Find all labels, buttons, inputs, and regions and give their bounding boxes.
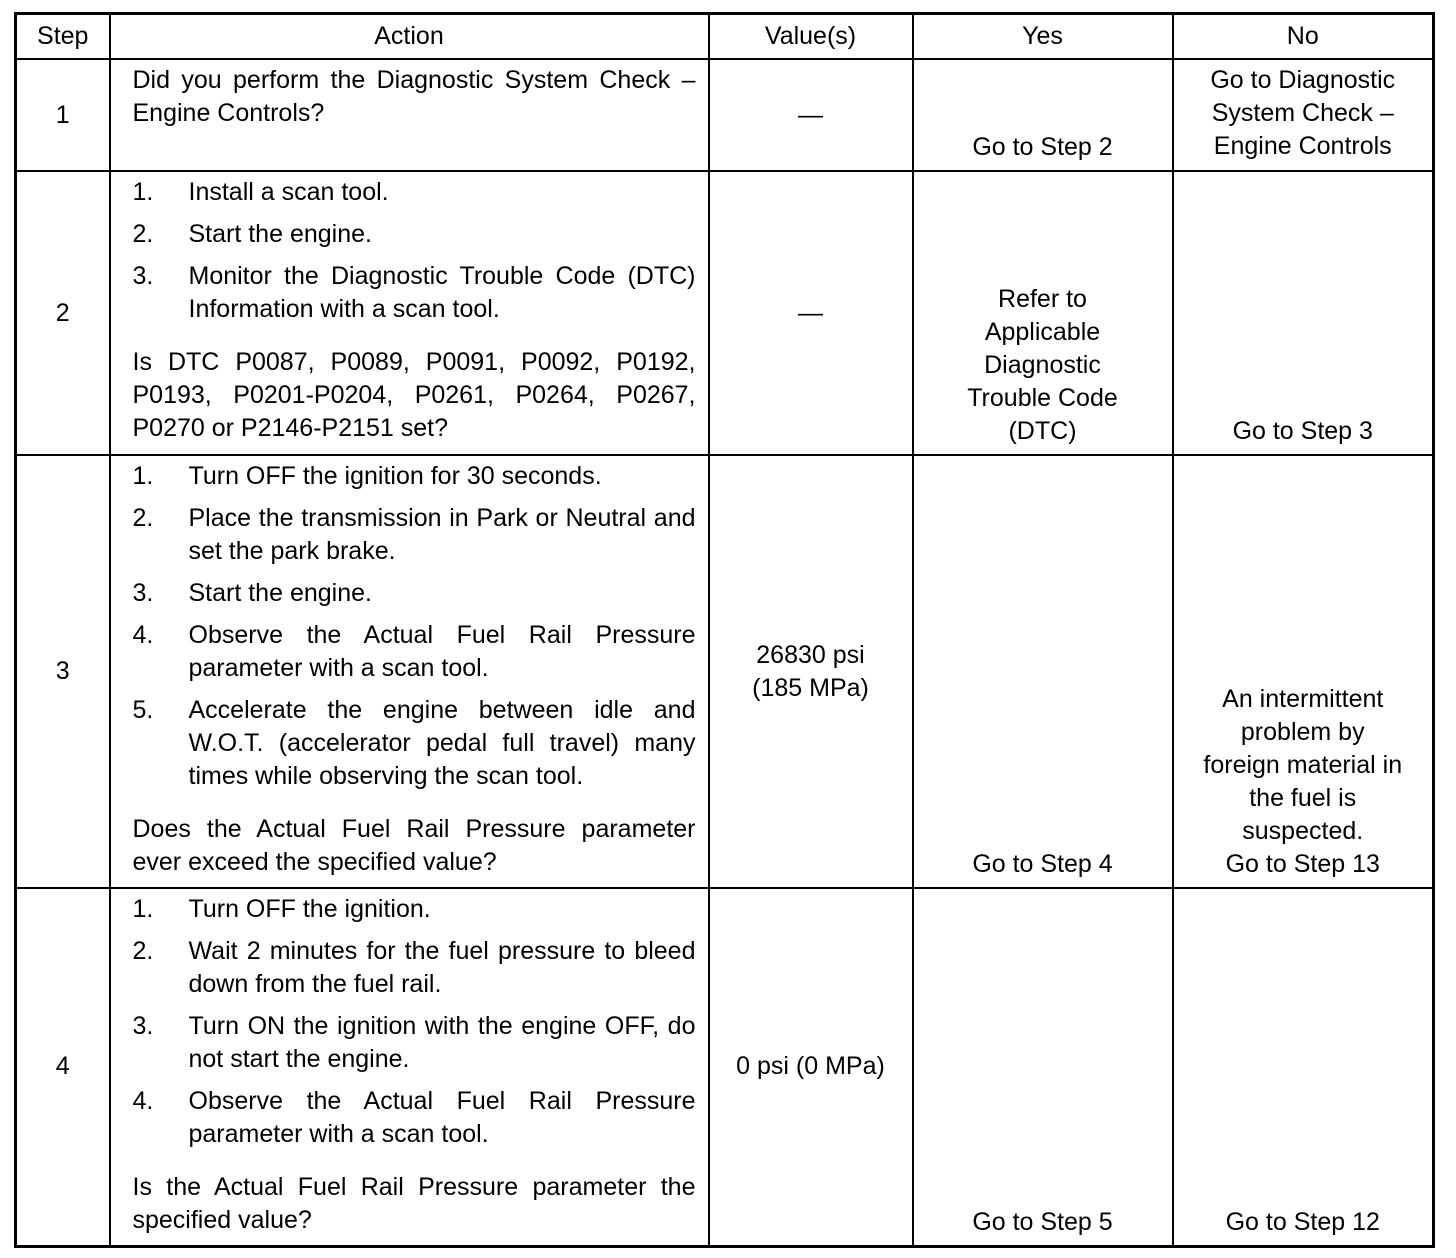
header-values: Value(s) [709, 14, 913, 60]
yes-line: Applicable [984, 318, 1101, 346]
value-text: — [798, 298, 823, 327]
action-step-text: Accelerate the engine between idle and W.O.T. (accelerator pedal full travel) many times while observing the scan tool. [188, 696, 696, 790]
action-step-number: 3. [132, 1012, 154, 1040]
value-cell [709, 59, 913, 171]
action-step [133, 935, 696, 1001]
action-step-text: Start the engine. [188, 220, 372, 248]
action-question: Is the Actual Fuel Rail Pressure parameter the specified value? [132, 1173, 696, 1234]
yes-cell [913, 171, 1173, 455]
value-text: 26830 psi [756, 640, 865, 669]
action-step-text: Wait 2 minutes for the fuel pressure to bleed down from the fuel rail. [188, 937, 696, 998]
action-step [133, 893, 696, 926]
no-line: Go to Step 3 [1232, 417, 1373, 445]
yes-line: Go to Step 2 [972, 133, 1113, 161]
action-step-text: Install a scan tool. [188, 178, 389, 206]
no-line: Go to Diagnostic [1210, 66, 1396, 94]
action-step-number: 4. [132, 621, 154, 649]
action-cell [110, 171, 709, 455]
yes-line: Go to Step 4 [972, 850, 1113, 878]
table-row [16, 171, 1434, 455]
action-cell [110, 59, 709, 171]
step-number: 3 [16, 455, 110, 888]
table-row [16, 59, 1434, 171]
diagnostic-table [14, 12, 1435, 1248]
action-cell [110, 888, 709, 1246]
action-step-number: 1. [132, 178, 154, 206]
action-step-text: Monitor the Diagnostic Trouble Code (DTC) Information with a scan tool. [188, 262, 696, 323]
action-step-number: 2. [132, 220, 154, 248]
action-cell [110, 455, 709, 888]
action-step [133, 694, 696, 793]
action-step-text: Turn OFF the ignition for 30 seconds. [188, 462, 602, 490]
action-step-text: Turn OFF the ignition. [188, 895, 431, 923]
step-number: 4 [16, 888, 110, 1246]
action-step [133, 1085, 696, 1151]
table-row [16, 888, 1434, 1246]
action-step [133, 1010, 696, 1076]
yes-line: Diagnostic [984, 351, 1101, 379]
action-step [133, 619, 696, 685]
no-cell [1173, 888, 1434, 1246]
yes-line: Trouble Code [967, 384, 1118, 412]
table-header [16, 14, 1434, 60]
yes-line: Refer to [998, 285, 1087, 313]
value-text-secondary: (185 MPa) [752, 673, 869, 702]
action-steps [133, 460, 696, 793]
action-question: Is DTC P0087, P0089, P0091, P0092, P0192, P0193, P0201-P0204, P0261, P0264, P0267, P0270 or P2146-P2151 set? [132, 348, 696, 442]
action-step-number: 3. [132, 262, 154, 290]
no-line: Go to Step 13 [1225, 850, 1380, 878]
no-line: suspected. [1242, 817, 1364, 845]
action-steps [133, 893, 696, 1151]
action-step-text: Place the transmission in Park or Neutral and set the park brake. [188, 504, 696, 565]
action-step [133, 176, 696, 209]
action-step [133, 502, 696, 568]
action-step-number: 4. [132, 1087, 154, 1115]
action-step-text: Start the engine. [188, 579, 372, 607]
step-number: 2 [16, 171, 110, 455]
yes-cell [913, 888, 1173, 1246]
action-step-number: 3. [132, 579, 154, 607]
action-step-number: 1. [132, 895, 154, 923]
action-step-number: 1. [132, 462, 154, 490]
value-cell [709, 888, 913, 1246]
no-line: the fuel is [1249, 784, 1357, 812]
action-step-text: Turn ON the ignition with the engine OFF, do not start the engine. [188, 1012, 696, 1073]
yes-line: (DTC) [1008, 417, 1077, 445]
action-step-number: 2. [132, 937, 154, 965]
no-cell [1173, 59, 1434, 171]
no-cell [1173, 455, 1434, 888]
action-step-text: Observe the Actual Fuel Rail Pressure parameter with a scan tool. [188, 1087, 696, 1148]
action-question: Does the Actual Fuel Rail Pressure parameter ever exceed the specified value? [132, 815, 696, 876]
no-line: foreign material in [1203, 751, 1403, 779]
yes-line: Go to Step 5 [972, 1207, 1113, 1236]
yes-cell [913, 59, 1173, 171]
value-text: — [798, 100, 823, 129]
value-text: 0 psi (0 MPa) [736, 1052, 885, 1081]
no-line: An intermittent [1222, 685, 1384, 713]
action-step [133, 218, 696, 251]
no-line: Engine Controls [1213, 132, 1392, 160]
header-action: Action [110, 14, 709, 60]
action-step-number: 5. [132, 696, 154, 724]
header-step: Step [16, 14, 110, 60]
header-no: No [1173, 14, 1434, 60]
no-line: Go to Step 12 [1225, 1207, 1380, 1236]
table-row [16, 455, 1434, 888]
header-yes: Yes [913, 14, 1173, 60]
action-step [133, 460, 696, 493]
value-cell [709, 171, 913, 455]
action-step-number: 2. [132, 504, 154, 532]
no-line: problem by [1240, 718, 1365, 746]
value-cell [709, 455, 913, 888]
action-step [133, 260, 696, 326]
step-number: 1 [16, 59, 110, 171]
action-steps [133, 176, 696, 326]
action-question: Did you perform the Diagnostic System Check – Engine Controls? [132, 66, 696, 127]
action-step [133, 577, 696, 610]
yes-cell [913, 455, 1173, 888]
action-step-text: Observe the Actual Fuel Rail Pressure parameter with a scan tool. [188, 621, 696, 682]
no-cell [1173, 171, 1434, 455]
no-line: System Check – [1211, 99, 1394, 127]
